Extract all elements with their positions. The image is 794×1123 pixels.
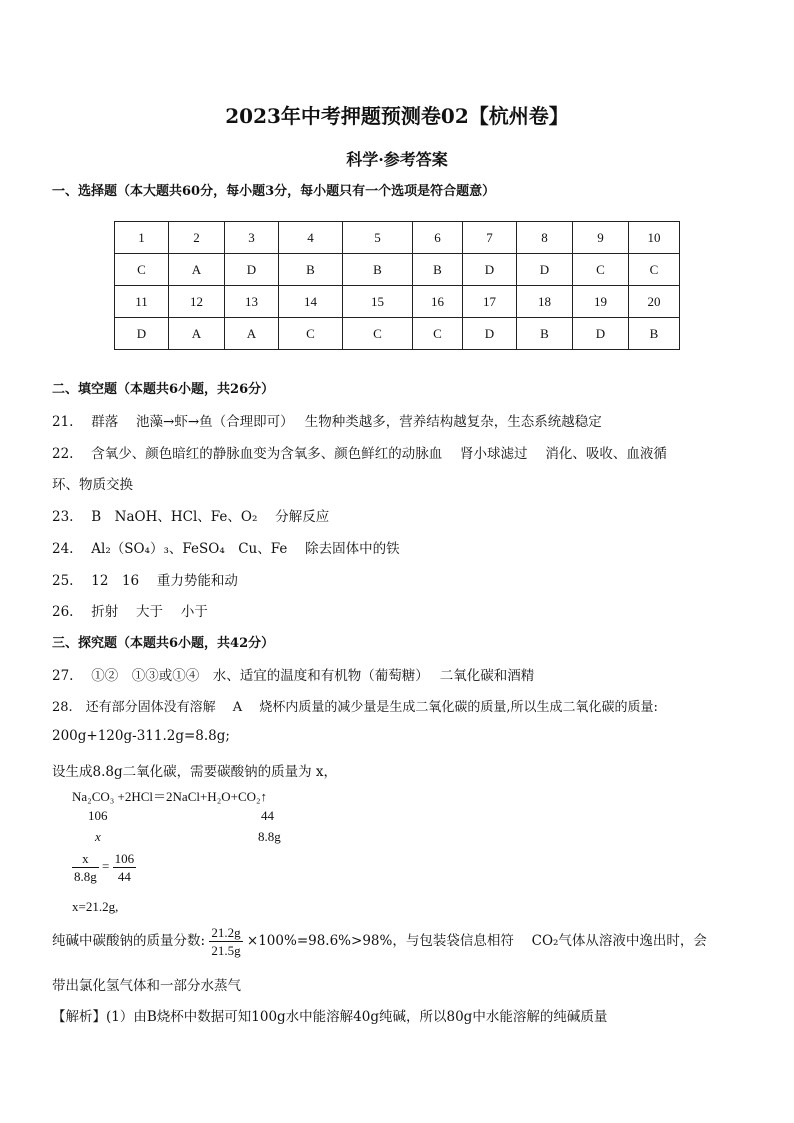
page-title: 2023年中考押题预测卷02【杭州卷】 <box>225 104 569 128</box>
purity-denominator: 21.5g <box>211 943 241 958</box>
answer-table-cell: C <box>573 254 629 286</box>
answer-table-cell: C <box>279 318 343 350</box>
answer-27: 27. ①② ①③或①④ 水、适宜的温度和有机物（葡萄糖） 二氧化碳和酒精 <box>52 668 535 684</box>
answer-table-cell: 9 <box>573 222 629 254</box>
answer-table-cell: D <box>463 318 517 350</box>
equation-co2-mass: 8.8g <box>258 829 281 844</box>
ratio-left-numerator: x <box>72 850 99 868</box>
ratio-equals: = <box>102 858 110 874</box>
answer-table-cell: 18 <box>517 286 573 318</box>
purity-numerator: 21.2g <box>211 925 241 940</box>
answer-table-cell: 8 <box>517 222 573 254</box>
answer-table-cell: A <box>225 318 279 350</box>
answer-table-cell: D <box>517 254 573 286</box>
answer-table <box>114 221 680 350</box>
answer-table-cell: 15 <box>343 286 413 318</box>
answer-table-cell: B <box>343 254 413 286</box>
purity-fraction <box>209 924 242 959</box>
answer-table-row <box>115 254 680 286</box>
equation-unknown-x: x <box>95 829 101 844</box>
answer-table-row <box>115 286 680 318</box>
answer-21: 21. 群落 池藻→虾→鱼（合理即可） 生物种类越多，营养结构越复杂，生态系统越稳定 <box>52 414 602 430</box>
answer-28-assume: 设生成8.8g二氧化碳，需要碳酸钠的质量为 x， <box>52 764 338 780</box>
answer-table-cell: D <box>225 254 279 286</box>
answer-table-cell: 7 <box>463 222 517 254</box>
answer-table-cell: 6 <box>413 222 463 254</box>
answer-28: 28. 还有部分固体没有溶解 A 烧杯内质量的减少量是生成二氧化碳的质量,所以生成二氧化碳的质量: <box>52 700 658 715</box>
answer-table-cell: 19 <box>573 286 629 318</box>
ratio-expression <box>72 850 136 885</box>
answer-table-cell: 11 <box>115 286 169 318</box>
answer-table-cell: 16 <box>413 286 463 318</box>
answer-table-cell: B <box>413 254 463 286</box>
answer-table-cell: C <box>343 318 413 350</box>
purity-suffix: ×100%=98.6%>98%，与包装袋信息相符 CO₂气体从溶液中逸出时，会 <box>246 933 707 949</box>
answer-table-row <box>115 318 680 350</box>
answer-table-cell: 5 <box>343 222 413 254</box>
answer-26: 26. 折射 大于 小于 <box>52 604 208 620</box>
answer-25: 25. 12 16 重力势能和动 <box>52 573 238 589</box>
answer-table-cell: 14 <box>279 286 343 318</box>
answer-table-cell: B <box>629 318 680 350</box>
answer-table-cell: 4 <box>279 222 343 254</box>
answer-table-cell: D <box>463 254 517 286</box>
ratio-left-denominator: 8.8g <box>74 869 97 884</box>
answer-28-mass: 200g+120g-311.2g=8.8g; <box>52 728 230 744</box>
answer-table-cell: 13 <box>225 286 279 318</box>
section1-heading: 一、选择题（本大题共60分，每小题3分，每小题只有一个选项是符合题意） <box>52 184 496 199</box>
answer-table-row <box>115 222 680 254</box>
answer-table-cell: A <box>169 318 225 350</box>
section2-heading: 二、填空题（本题共6小题，共26分） <box>52 382 275 397</box>
section3-heading: 三、探究题（本题共6小题，共42分） <box>52 636 275 651</box>
answer-table-cell: 12 <box>169 286 225 318</box>
answer-table-body <box>115 222 680 350</box>
answer-table-cell: D <box>573 318 629 350</box>
page-subtitle: 科学·参考答案 <box>346 150 448 169</box>
ratio-right-fraction <box>113 850 137 885</box>
answer-23: 23. B NaOH、HCl、Fe、O₂ 分解反应 <box>52 509 330 525</box>
answer-table-cell: D <box>115 318 169 350</box>
answer-22: 22. 含氧少、颜色暗红的静脉血变为含氧多、颜色鲜红的动脉血 肾小球滤过 消化、吸收、血液循 <box>52 446 667 462</box>
ratio-right-numerator: 106 <box>114 851 135 866</box>
answer-table-cell: C <box>413 318 463 350</box>
ratio-left-fraction <box>72 850 99 885</box>
answer-table-cell: C <box>629 254 680 286</box>
purity-line2: 带出氯化氢气体和一部分水蒸气 <box>52 978 241 994</box>
result-x: x=21.2g, <box>72 899 119 914</box>
ratio-right-denominator: 44 <box>117 869 131 884</box>
equation-molar-co2: 44 <box>261 808 274 823</box>
answer-22-continued: 环、物质交换 <box>52 477 133 493</box>
purity-calculation <box>52 924 707 959</box>
answer-table-cell: 3 <box>225 222 279 254</box>
analysis-text: 【解析】(1）由B烧杯中数据可知100g水中能溶解40g纯碱，所以80g中水能溶解的纯碱质量 <box>52 1009 608 1025</box>
answer-table-cell: 20 <box>629 286 680 318</box>
chemical-equation: Na₂CO₃ +2HCl＝2NaCl+H₂O+CO₂↑ <box>72 789 268 804</box>
answer-table-cell: A <box>169 254 225 286</box>
answer-24: 24. Al₂（SO₄）₃、FeSO₄ Cu、Fe 除去固体中的铁 <box>52 541 400 557</box>
answer-table-cell: B <box>279 254 343 286</box>
answer-table-cell: 1 <box>115 222 169 254</box>
answer-table-cell: 17 <box>463 286 517 318</box>
answer-table-cell: 10 <box>629 222 680 254</box>
purity-prefix: 纯碱中碳酸钠的质量分数: <box>52 933 206 949</box>
answer-table-cell: 2 <box>169 222 225 254</box>
answer-table-cell: C <box>115 254 169 286</box>
answer-table-cell: B <box>517 318 573 350</box>
equation-molar-na2co3: 106 <box>88 808 108 823</box>
